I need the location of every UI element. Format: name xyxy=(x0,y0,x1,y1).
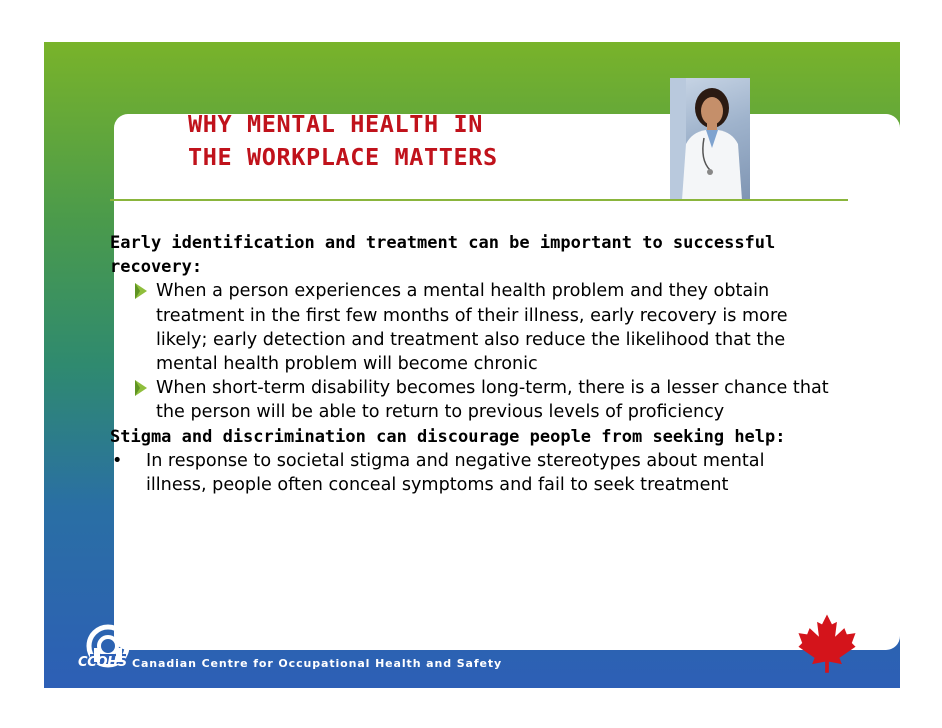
title-line-1: WHY MENTAL HEALTH IN xyxy=(188,110,483,138)
list-item xyxy=(110,449,830,497)
triangle-bullet-icon xyxy=(132,379,150,397)
title-divider xyxy=(110,199,848,201)
lead-stigma: Stigma and discrimination can discourage people from seeking help: xyxy=(110,426,786,447)
website-link[interactable]: www.ccohs.ca xyxy=(236,637,340,650)
list-item-text: When a person experiences a mental health problem and they obtain treatment in the first few months of their illness, early recovery is more likely; early detection and treatment also reduce the likelihood that the mental health problem will become chronic xyxy=(156,281,788,375)
maple-leaf-icon xyxy=(796,610,858,676)
organization-name: Canadian Centre for Occupational Health and Safety xyxy=(132,657,503,670)
brand-name: CCOHS xyxy=(78,655,127,670)
doctor-photo xyxy=(670,78,750,200)
presenter-name: Len Hong, PCEO xyxy=(132,613,230,626)
title-line-2: THE WORKPLACE MATTERS xyxy=(188,143,498,171)
list-item-text: When short-term disability becomes long-term, there is a lesser chance that the person will be able to return to previous levels of proficiency xyxy=(156,378,829,423)
list-item xyxy=(110,376,830,424)
list-item-text: In response to societal stigma and negative stereotypes about mental illness, people often conceal symptoms and fail to seek treatment xyxy=(146,450,765,496)
bullet-dot: • xyxy=(112,450,123,471)
list-item xyxy=(110,279,830,376)
slide-body xyxy=(110,231,830,497)
slide-title xyxy=(188,108,498,174)
presenter-email: Hongl@ccohs.ca xyxy=(132,625,232,638)
doctor-illustration xyxy=(670,78,750,200)
footer xyxy=(44,610,900,688)
phone-number: 1-800-668-4284 xyxy=(132,637,230,650)
lead-early-identification: Early identification and treatment can be important to successful recovery: xyxy=(110,233,776,278)
triangle-bullet-icon xyxy=(132,282,150,300)
